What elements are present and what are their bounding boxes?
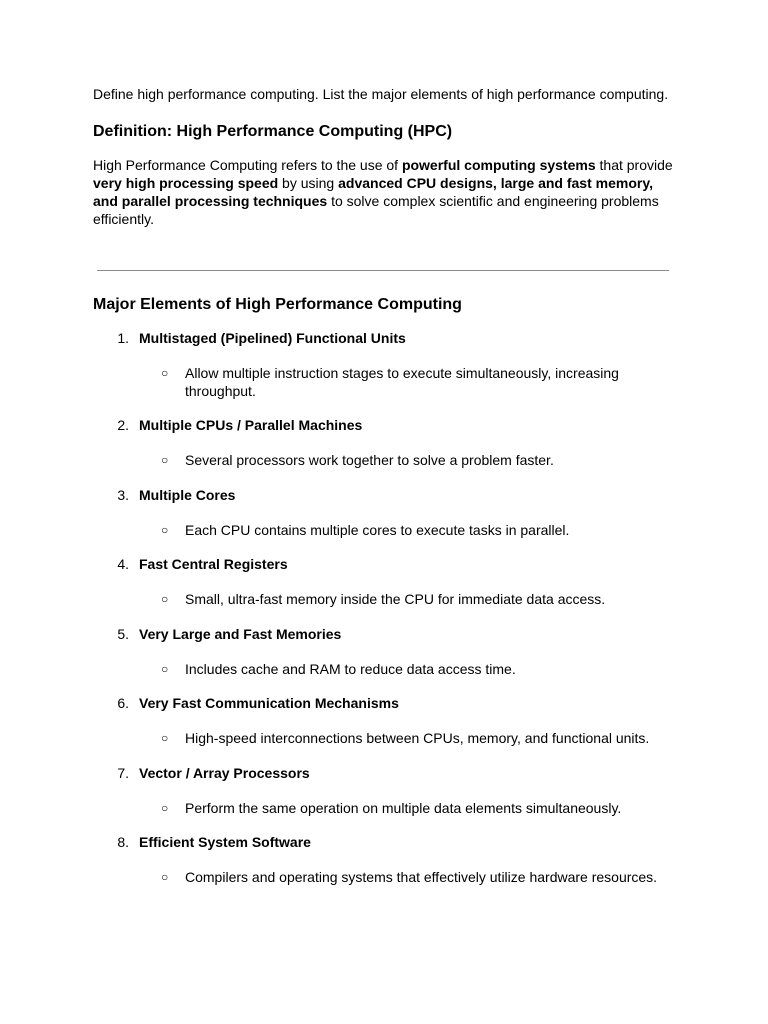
list-item-number: 5. bbox=[117, 625, 129, 642]
list-item bbox=[93, 695, 673, 748]
hollow-circle-bullet-icon: ○ bbox=[161, 800, 169, 815]
major-elements-heading: Major Elements of High Performance Computing bbox=[93, 296, 462, 313]
list-item-detail bbox=[161, 799, 673, 818]
list-item-detail-text: High-speed interconnections between CPUs, memory, and functional units. bbox=[185, 730, 650, 746]
list-item-detail bbox=[161, 730, 673, 748]
list-item-detail-text: Small, ultra-fast memory inside the CPU for immediate data access. bbox=[185, 591, 606, 607]
list-item-number: 8. bbox=[117, 834, 129, 850]
list-item-number: 6. bbox=[117, 695, 129, 711]
list-item-number: 1. bbox=[117, 330, 129, 346]
definition-emphasis: powerful computing systems bbox=[401, 156, 596, 173]
document-page bbox=[93, 86, 673, 885]
list-item-title: Fast Central Registers bbox=[139, 556, 288, 572]
list-item-title: Very Fast Communication Mechanisms bbox=[139, 695, 399, 711]
list-item-detail-text: Perform the same operation on multiple data elements simultaneously. bbox=[185, 799, 622, 816]
definition-text: to solve complex scientific and engineering problems efficiently. bbox=[93, 192, 659, 227]
definition-emphasis: very high processing speed bbox=[93, 174, 279, 191]
hollow-circle-bullet-icon: ○ bbox=[161, 453, 169, 467]
hollow-circle-bullet-icon: ○ bbox=[161, 592, 169, 606]
major-elements-list bbox=[93, 330, 673, 904]
list-item-detail-text: Compilers and operating systems that effectively utilize hardware resources. bbox=[185, 869, 658, 885]
definition-text: High Performance Computing refers to the use of bbox=[93, 156, 402, 173]
list-item-detail-text: Includes cache and RAM to reduce data access time. bbox=[185, 660, 516, 677]
list-item-title: Vector / Array Processors bbox=[139, 764, 310, 781]
list-item-detail-text: Several processors work together to solve a problem faster. bbox=[185, 452, 554, 468]
list-item-detail-text: Each CPU contains multiple cores to execute tasks in parallel. bbox=[185, 521, 570, 538]
list-item-title: Multiple CPUs / Parallel Machines bbox=[139, 417, 363, 433]
definition-paragraph bbox=[93, 156, 673, 228]
list-item-detail bbox=[161, 660, 673, 679]
list-item-detail-text: Allow multiple instruction stages to execute simultaneously, increasing throughput. bbox=[185, 365, 619, 399]
list-item bbox=[93, 556, 673, 609]
hollow-circle-bullet-icon: ○ bbox=[161, 731, 169, 745]
list-item-number: 7. bbox=[117, 764, 129, 781]
list-item-detail bbox=[161, 365, 673, 400]
hollow-circle-bullet-icon: ○ bbox=[161, 661, 169, 676]
list-item bbox=[93, 765, 673, 818]
list-item-detail bbox=[161, 521, 673, 540]
list-item-number: 3. bbox=[117, 486, 129, 503]
list-item-detail bbox=[161, 591, 673, 609]
list-item bbox=[93, 834, 673, 887]
list-item-title: Efficient System Software bbox=[139, 834, 311, 850]
list-item bbox=[93, 487, 673, 540]
list-item bbox=[93, 626, 673, 679]
list-item-title: Multistaged (Pipelined) Functional Units bbox=[139, 330, 406, 346]
question-text: Define high performance computing. List the major elements of high performance computing. bbox=[93, 86, 669, 102]
list-item-detail bbox=[161, 452, 673, 470]
list-item-title: Very Large and Fast Memories bbox=[139, 625, 342, 642]
list-item-number: 2. bbox=[117, 417, 129, 433]
list-item-title: Multiple Cores bbox=[139, 486, 236, 503]
definition-text: by using bbox=[278, 174, 339, 191]
definition-text: that provide bbox=[595, 156, 673, 173]
list-item-number: 4. bbox=[117, 556, 129, 572]
hollow-circle-bullet-icon: ○ bbox=[161, 522, 169, 537]
definition-emphasis: advanced CPU designs, large and fast memory, and parallel processing techniques bbox=[93, 174, 653, 209]
list-item bbox=[93, 417, 673, 470]
horizontal-divider bbox=[97, 270, 669, 271]
hollow-circle-bullet-icon: ○ bbox=[161, 870, 169, 884]
hollow-circle-bullet-icon: ○ bbox=[161, 366, 169, 380]
list-item bbox=[93, 330, 673, 400]
definition-heading: Definition: High Performance Computing (HPC) bbox=[93, 122, 453, 140]
list-item-detail bbox=[161, 869, 673, 887]
